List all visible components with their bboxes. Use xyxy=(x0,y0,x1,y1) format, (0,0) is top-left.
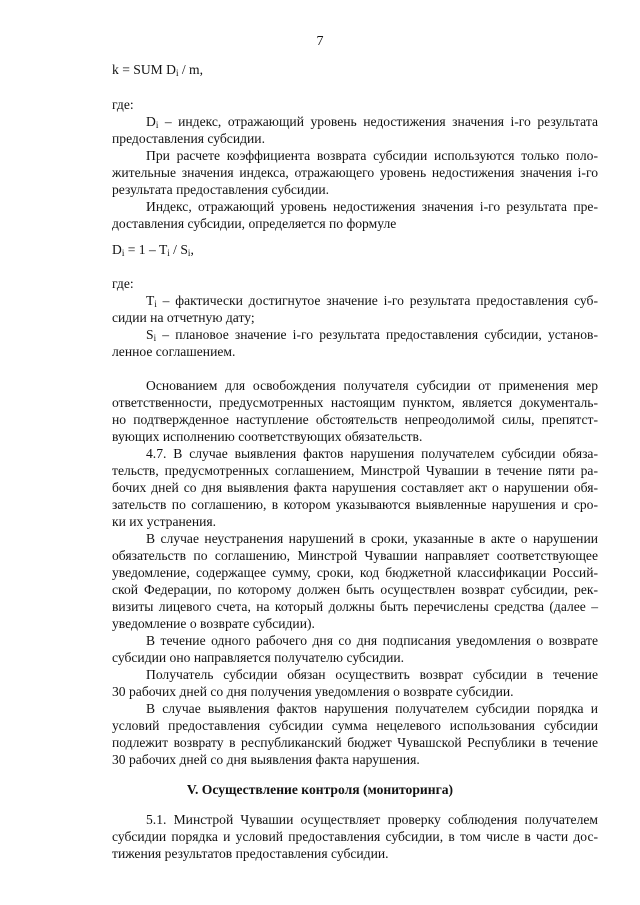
page-number: 7 xyxy=(316,34,324,49)
def-s-line-2: ленное соглашением. xyxy=(112,344,236,359)
def-s-sub: i xyxy=(153,333,157,343)
def-t-line-2: сидии на отчетную дату; xyxy=(112,310,255,325)
where-label-2: где: xyxy=(112,276,134,291)
def-t-sub: i xyxy=(154,299,157,309)
para-notice-line: уведомление, содержащее сумму, сроки, код бюджетной классификации Россий- xyxy=(112,565,598,580)
def-d-line-2: предоставления субсидии. xyxy=(112,131,265,146)
para-force-line: вующих исполнению соответствующих обязательств. xyxy=(112,429,423,444)
def-s-line-1 xyxy=(146,326,598,343)
def-d-line-1 xyxy=(146,113,598,130)
para-index-line: доставления субсидии, определяется по формуле xyxy=(112,216,397,231)
formula-k-sub: i xyxy=(175,68,179,78)
formula-k xyxy=(112,61,598,78)
para-misuse-line: 30 рабочих дней со дня выявления факта нарушения. xyxy=(112,752,420,767)
formula-d-div: / S xyxy=(169,242,188,257)
formula-d-mid: = 1 – T xyxy=(124,242,168,257)
para-positive-line: жительные значения индекса, отражающего уровень недостижения значения i-го xyxy=(112,165,598,180)
def-t-var: T xyxy=(146,293,155,308)
def-t-line-1 xyxy=(146,292,598,309)
para-5-1-line: тижения результатов предоставления субсидии. xyxy=(112,846,389,861)
para-4-7-line: бочих дней со дня выявления факта нарушения составляет акт о нарушении обя- xyxy=(112,480,598,495)
para-notice-line: уведомление о возврате субсидии). xyxy=(112,616,315,631)
para-force-line: но подтвержденное наступление обстоятельств непреодолимой силы, препятст- xyxy=(112,412,598,427)
def-s-text: – плановое значение i-го результата предоставления субсидии, установ- xyxy=(156,327,598,342)
formula-d-end: , xyxy=(190,242,194,257)
para-4-7-line: ки их устранения. xyxy=(112,514,217,529)
para-4-7-line: 4.7. В случае выявления фактов нарушения получателем субсидии обяза- xyxy=(146,446,598,461)
para-misuse-line: В случае выявления фактов нарушения получателем субсидии порядка и xyxy=(146,701,598,716)
def-t-text: – фактически достигнутое значение i-го результата предоставления суб- xyxy=(156,293,598,308)
para-notice-line: ской Федерации, по которому должен быть осуществлен возврат субсидии, рек- xyxy=(112,582,598,597)
formula-d-t-sub: i xyxy=(167,248,170,258)
where-label-1: где: xyxy=(112,97,134,112)
para-misuse-line: условий предоставления субсидии сумма нецелевого использования субсидии xyxy=(112,718,598,733)
para-force-line: ответственности, предусмотренных настоящим пунктом, является документаль- xyxy=(112,395,598,410)
def-d-text: – индекс, отражающий уровень недостижения значения i-го результата xyxy=(158,114,598,129)
para-one-day-line: субсидии оно направляется получателю субсидии. xyxy=(112,650,405,665)
para-5-1-line: 5.1. Минстрой Чувашии осуществляет проверку соблюдения получателем xyxy=(146,812,598,827)
para-4-7-line: зательств по соглашению, в котором указываются выявленные нарушения и сро- xyxy=(112,497,598,512)
formula-d-s-sub: i xyxy=(187,248,191,258)
para-misuse-line: подлежит возврату в республиканский бюджет Чувашской Республики в течение xyxy=(112,735,598,750)
para-positive-line: При расчете коэффициента возврата субсидии используются только поло- xyxy=(146,148,598,163)
para-force-line: Основанием для освобождения получателя субсидии от применения мер xyxy=(146,378,598,393)
para-notice-line: обязательств по соглашению, Минстрой Чувашии направляет соответствующее xyxy=(112,548,598,563)
formula-d-var: D xyxy=(112,242,122,257)
para-notice-line: визиты лицевого счета, на который должны быть перечислены средства (далее – xyxy=(112,599,598,614)
def-d-sub: i xyxy=(155,120,159,130)
formula-d-sub: i xyxy=(121,248,125,258)
formula-k-main: k = SUM D xyxy=(112,62,176,77)
section-v-heading: V. Осуществление контроля (мониторинга) xyxy=(186,782,454,797)
para-30-days-line: Получатель субсидии обязан осуществить возврат субсидии в течение xyxy=(146,667,598,682)
formula-k-rest: / m, xyxy=(178,62,204,77)
para-5-1-line: субсидии порядка и условий предоставления субсидии, в том числе в части дос- xyxy=(112,829,598,844)
formula-d xyxy=(112,241,598,258)
para-positive-line: результата предоставления субсидии. xyxy=(112,182,330,197)
para-one-day-line: В течение одного рабочего дня со дня подписания уведомления о возврате xyxy=(146,633,598,648)
para-index-line: Индекс, отражающий уровень недостижения значения i-го результата пре- xyxy=(146,199,598,214)
def-d-var: D xyxy=(146,114,156,129)
def-s-var: S xyxy=(146,327,154,342)
para-30-days-line: 30 рабочих дней со дня получения уведомления о возврате субсидии. xyxy=(112,684,514,699)
para-notice-line: В случае неустранения нарушений в сроки, указанные в акте о нарушении xyxy=(146,531,598,546)
para-4-7-line: тельств, предусмотренных соглашением, Минстрой Чувашии в течение пяти ра- xyxy=(112,463,598,478)
